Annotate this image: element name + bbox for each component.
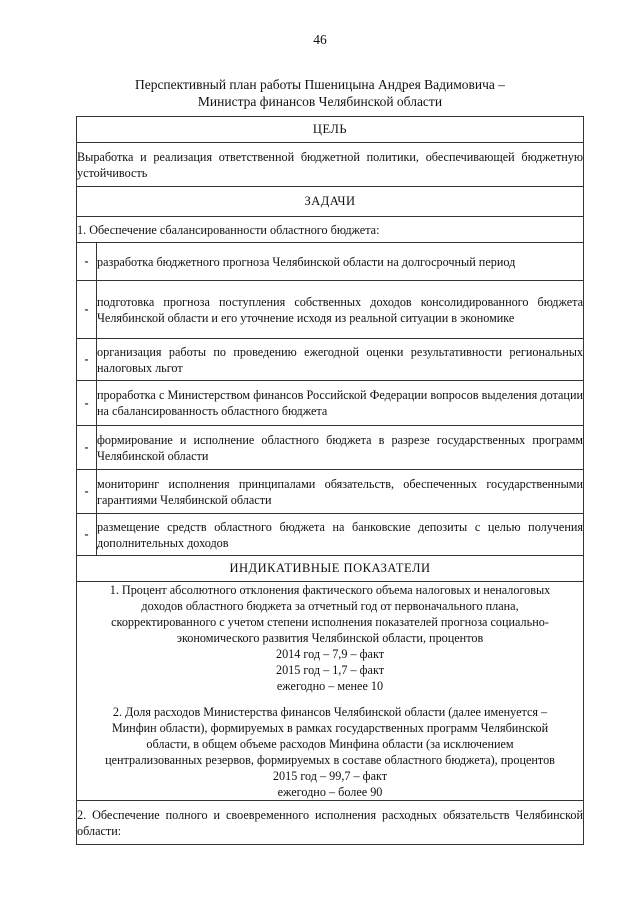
indicator-1-line-4: экономического развития Челябинской области, процентов [176, 631, 484, 645]
title-line-2: Министра финансов Челябинской области [197, 94, 443, 109]
bullet-dash: - [77, 243, 97, 281]
indicator-2-line-3: области, в общем объеме расходов Минфина области (за исключением [146, 737, 514, 751]
indicator-1-value-2014: 2014 год – 7,9 – факт [275, 647, 385, 661]
indicator-2-value-target: ежегодно – более 90 [277, 785, 383, 799]
indicators-block [77, 582, 584, 801]
document-title [0, 76, 640, 110]
task-1-title: 1. Обеспечение сбалансированности областного бюджета: [77, 217, 584, 243]
task-2-title: 2. Обеспечение полного и своевременного исполнения расходных обязательств Челябинской области: [77, 801, 584, 845]
plan-table [76, 116, 584, 845]
indicator-2-line-2: Минфин области), формируемых в рамках государственных программ Челябинской [111, 721, 549, 735]
bullet-dash: - [77, 470, 97, 514]
indicator-1-value-2015: 2015 год – 1,7 – факт [275, 663, 385, 677]
task-item-5: формирование и исполнение областного бюджета в разрезе государственных программ Челябинской области [97, 426, 584, 470]
bullet-dash: - [77, 339, 97, 381]
title-line-1: Перспективный план работы Пшеницына Андрея Вадимовича – [134, 77, 506, 92]
task-item-7: размещение средств областного бюджета на банковские депозиты с целью получения дополнительных доходов [97, 514, 584, 556]
indicator-2-line-4: централизованных резервов, формируемых в составе областного бюджета), процентов [105, 753, 555, 767]
task-item-3: организация работы по проведению ежегодной оценки результативности региональных налоговых льгот [97, 339, 584, 381]
tasks-header: ЗАДАЧИ [77, 187, 584, 217]
bullet-dash: - [77, 426, 97, 470]
goal-text: Выработка и реализация ответственной бюджетной политики, обеспечивающей бюджетную устойчивость [77, 143, 584, 187]
indicator-2-value-2015: 2015 год – 99,7 – факт [272, 769, 388, 783]
indicator-1-value-target: ежегодно – менее 10 [276, 679, 384, 693]
spacer [77, 694, 583, 704]
page-number: 46 [313, 32, 327, 47]
task-item-6: мониторинг исполнения принципалами обязательств, обеспеченных государственными гарантиями Челябинской области [97, 470, 584, 514]
bullet-dash: - [77, 381, 97, 426]
bullet-dash: - [77, 281, 97, 339]
indicator-1-line-3: скорректированного с учетом степени исполнения показателей прогноза социально- [111, 615, 549, 629]
indicator-1-line-2: доходов областного бюджета за отчетный год от первоначального плана, [141, 599, 519, 613]
task-item-1: разработка бюджетного прогноза Челябинской области на долгосрочный период [97, 243, 584, 281]
goal-header: ЦЕЛЬ [77, 117, 584, 143]
indicator-2-line-1: 2. Доля расходов Министерства финансов Челябинской области (далее именуется – [112, 705, 548, 719]
task-item-2: подготовка прогноза поступления собственных доходов консолидированного бюджета Челябинской области и его уточнение исходя из реальной ситуации в экономике [97, 281, 584, 339]
task-item-4: проработка с Министерством финансов Российской Федерации вопросов выделения дотации на сбалансированность областного бюджета [97, 381, 584, 426]
indicators-header: ИНДИКАТИВНЫЕ ПОКАЗАТЕЛИ [77, 556, 584, 582]
indicator-1-line-1: 1. Процент абсолютного отклонения фактического объема налоговых и неналоговых [109, 583, 551, 597]
bullet-dash: - [77, 514, 97, 556]
